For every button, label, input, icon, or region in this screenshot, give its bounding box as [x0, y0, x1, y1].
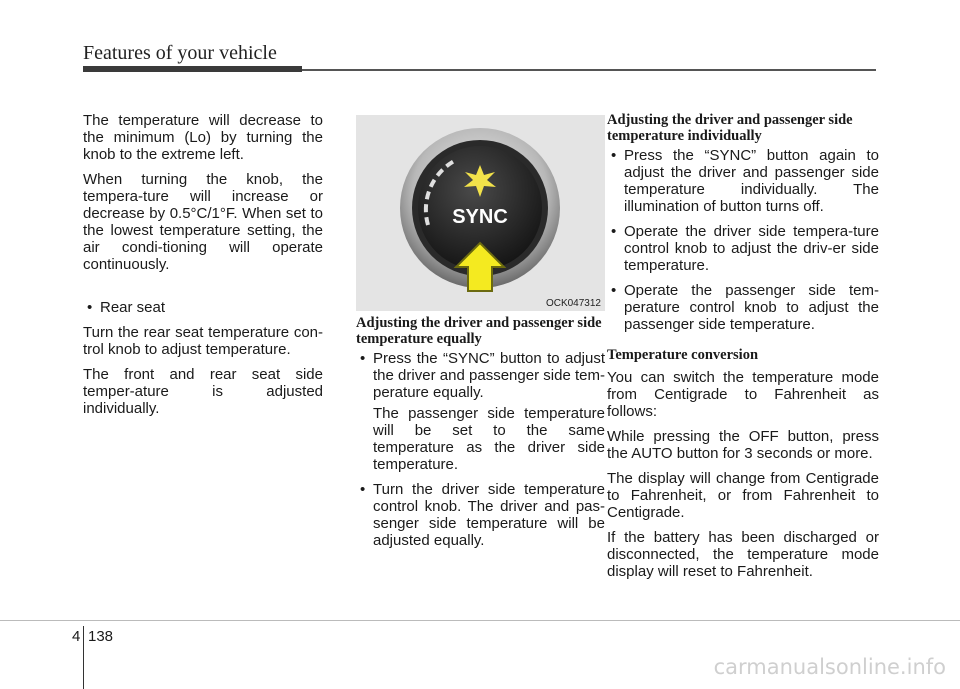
paragraph: If the battery has been discharged or disconnected, the temperature mode display will reset to Fahrenheit.: [607, 529, 879, 580]
paragraph: The display will change from Centigrade to Fahrenheit, or from Fahrenheit to Centigrade.: [607, 470, 879, 521]
bullet-dot-icon: •: [360, 481, 366, 498]
bullet-subparagraph: The passenger side temperature will be set to the same temperature as the driver side temperature.: [373, 405, 605, 473]
column-right: [607, 112, 879, 588]
footer-divider: [83, 626, 84, 689]
sync-button-figure: [356, 115, 605, 311]
header-rule: [302, 69, 876, 71]
paragraph: You can switch the temperature mode from Centigrade to Fahrenheit as follows:: [607, 369, 879, 420]
chapter-number: 4: [72, 628, 81, 645]
bullet-dot-icon: •: [611, 282, 617, 299]
bullet-item: • Operate the driver side tempera-ture control knob to adjust the driv-er side temperature.: [611, 223, 879, 274]
section-heading: Adjusting the driver and passenger side temperature equally: [356, 315, 602, 347]
paragraph: While pressing the OFF button, press the AUTO button for 3 seconds or more.: [607, 428, 879, 462]
page-number: 138: [88, 628, 114, 645]
bullet-rear-seat: • Rear seat: [87, 299, 166, 316]
bullet-item: • Operate the passenger side tem-perature control knob to adjust the passenger side temperature.: [611, 282, 879, 333]
bullet-dot-icon: •: [611, 147, 617, 164]
section-heading: Temperature conversion: [607, 347, 759, 363]
page-header-title: Features of your vehicle: [83, 42, 277, 64]
header-bar: [83, 66, 302, 72]
footer-rule: [0, 620, 960, 621]
bullet-item: • Turn the driver side temperature control knob. The driver and pas-senger side temperature will be adjusted equally.: [360, 481, 605, 549]
bullet-item: • Press the “SYNC” button to adjust the driver and passenger side tem-perature equally.: [360, 350, 605, 401]
section-heading: Adjusting the driver and passenger side temperature individually: [607, 112, 853, 144]
paragraph: The temperature will decrease to the minimum (Lo) by turning the knob to the extreme left.: [83, 112, 323, 163]
sync-knob-illustration: [356, 115, 605, 311]
paragraph: The front and rear seat side temper-ature is adjusted individually.: [83, 366, 323, 417]
paragraph: When turning the knob, the tempera-ture will increase or decrease by 0.5°C/1°F. When set to the lowest temperature setting, the air condi-tioning will operate continuously.: [83, 171, 323, 273]
bullet-dot-icon: •: [611, 223, 617, 240]
bullet-item: • Press the “SYNC” button again to adjust the driver and passenger side temperature individually. The illumination of button turns off.: [611, 147, 879, 215]
sync-label: SYNC: [452, 206, 508, 228]
paragraph: Turn the rear seat temperature con-trol knob to adjust temperature.: [83, 324, 323, 358]
column-middle: [356, 315, 605, 557]
watermark: carmanualsonline.info: [713, 655, 946, 679]
column-left: [83, 112, 323, 425]
figure-code: OCK047312: [545, 298, 601, 309]
bullet-dot-icon: •: [87, 299, 93, 316]
bullet-dot-icon: •: [360, 350, 366, 367]
